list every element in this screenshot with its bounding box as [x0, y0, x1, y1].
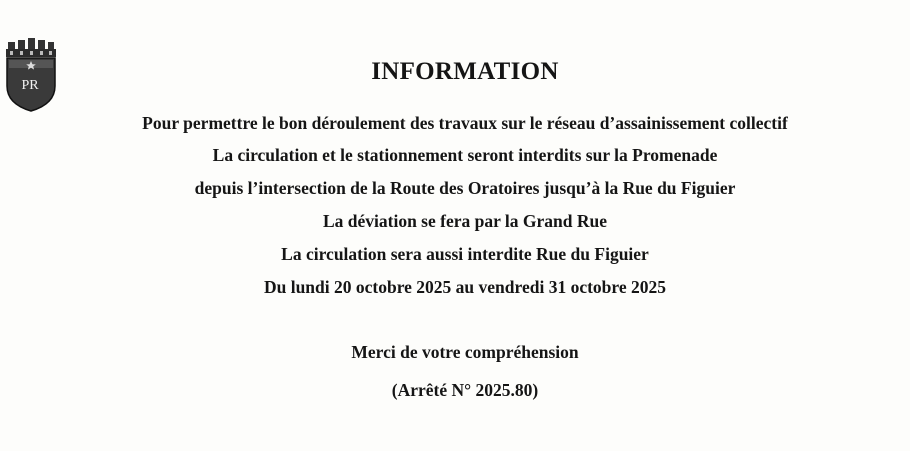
notice-line-works: Pour permettre le bon déroulement des travaux sur le réseau d’assainissement collectif: [142, 113, 788, 133]
notice-thanks: Merci de votre compréhension: [351, 342, 579, 362]
notice-decree-number: (Arrêté N° 2025.80): [391, 380, 539, 400]
notice-line-additional-closure: La circulation sera aussi interdite Rue du Figuier: [281, 244, 649, 264]
notice-line-detour: La déviation se fera par la Grand Rue: [322, 211, 608, 231]
notice-line-section: depuis l’intersection de la Route des Oratoires jusqu’à la Rue du Figuier: [194, 178, 736, 198]
notice-title: INFORMATION: [371, 58, 559, 85]
notice-line-closure: La circulation et le stationnement seront interdits sur la Promenade: [212, 145, 718, 165]
notice-line-dates: Du lundi 20 octobre 2025 au vendredi 31 octobre 2025: [263, 277, 667, 297]
crest-letters: PR: [21, 78, 39, 93]
